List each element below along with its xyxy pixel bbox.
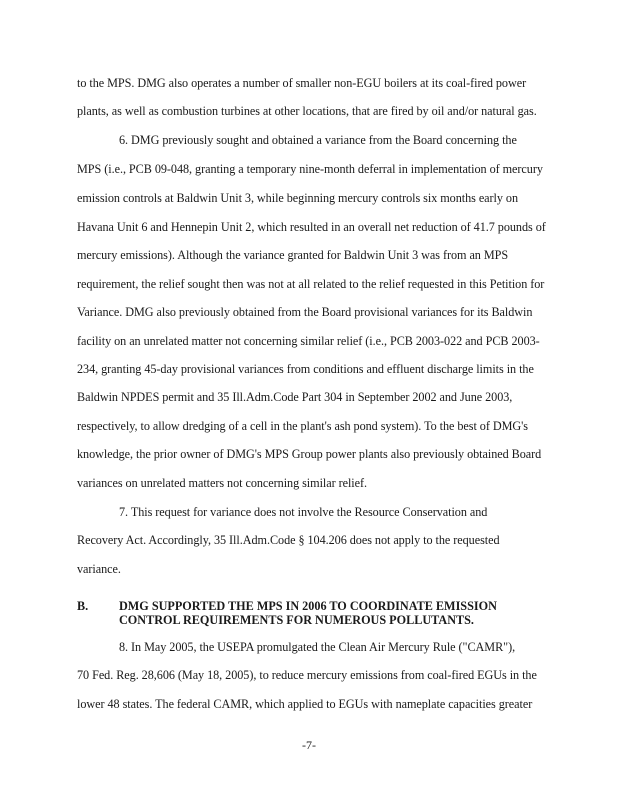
text-line: variance. (77, 562, 121, 576)
section-heading-line-1: DMG SUPPORTED THE MPS IN 2006 TO COORDINATE EMISSION (119, 599, 497, 613)
section-heading-number: B. (77, 599, 89, 613)
section-heading-line-2: CONTROL REQUIREMENTS FOR NUMEROUS POLLUTANTS. (119, 613, 474, 627)
text-line: 234, granting 45-day provisional variances from conditions and effluent discharge limits in the (77, 362, 534, 376)
text-line: lower 48 states. The federal CAMR, which applied to EGUs with nameplate capacities greater (77, 697, 533, 711)
paragraph-6-start: 6. DMG previously sought and obtained a variance from the Board concerning the (119, 133, 517, 147)
paragraph-7-start: 7. This request for variance does not involve the Resource Conservation and (119, 505, 488, 519)
text-line: MPS (i.e., PCB 09-048, granting a temporary nine-month deferral in implementation of mercury (77, 162, 543, 176)
text-line: emission controls at Baldwin Unit 3, while beginning mercury controls six months early on (77, 191, 519, 205)
text-line: Havana Unit 6 and Hennepin Unit 2, which resulted in an overall net reduction of 41.7 pounds of (77, 220, 546, 234)
text-line: Baldwin NPDES permit and 35 Ill.Adm.Code Part 304 in September 2002 and June 2003, (77, 390, 513, 404)
text-line: Variance. DMG also previously obtained from the Board provisional variances for its Baldwin (77, 305, 533, 319)
text-line: knowledge, the prior owner of DMG's MPS Group power plants also previously obtained Board (77, 447, 542, 461)
text-line: mercury emissions). Although the variance granted for Baldwin Unit 3 was from an MPS (77, 248, 509, 262)
text-line: requirement, the relief sought then was not at all related to the relief requested in this Petition for (77, 277, 545, 291)
text-line: facility on an unrelated matter not concerning similar relief (i.e., PCB 2003-022 and PCB 2003- (77, 334, 540, 348)
text-line: respectively, to allow dredging of a cell in the plant's ash pond system). To the best of DMG's (77, 419, 528, 433)
page-number: -7- (302, 738, 316, 752)
text-line: plants, as well as combustion turbines at other locations, that are fired by oil and/or natural gas. (77, 104, 537, 118)
text-line: to the MPS. DMG also operates a number of smaller non-EGU boilers at its coal-fired power (77, 76, 527, 90)
text-line: Recovery Act. Accordingly, 35 Ill.Adm.Code § 104.206 does not apply to the requested (77, 533, 500, 547)
text-line: variances on unrelated matters not concerning similar relief. (77, 476, 368, 490)
paragraph-8-start: 8. In May 2005, the USEPA promulgated the Clean Air Mercury Rule ("CAMR"), (119, 640, 516, 654)
text-line: 70 Fed. Reg. 28,606 (May 18, 2005), to reduce mercury emissions from coal-fired EGUs in the (77, 668, 537, 682)
